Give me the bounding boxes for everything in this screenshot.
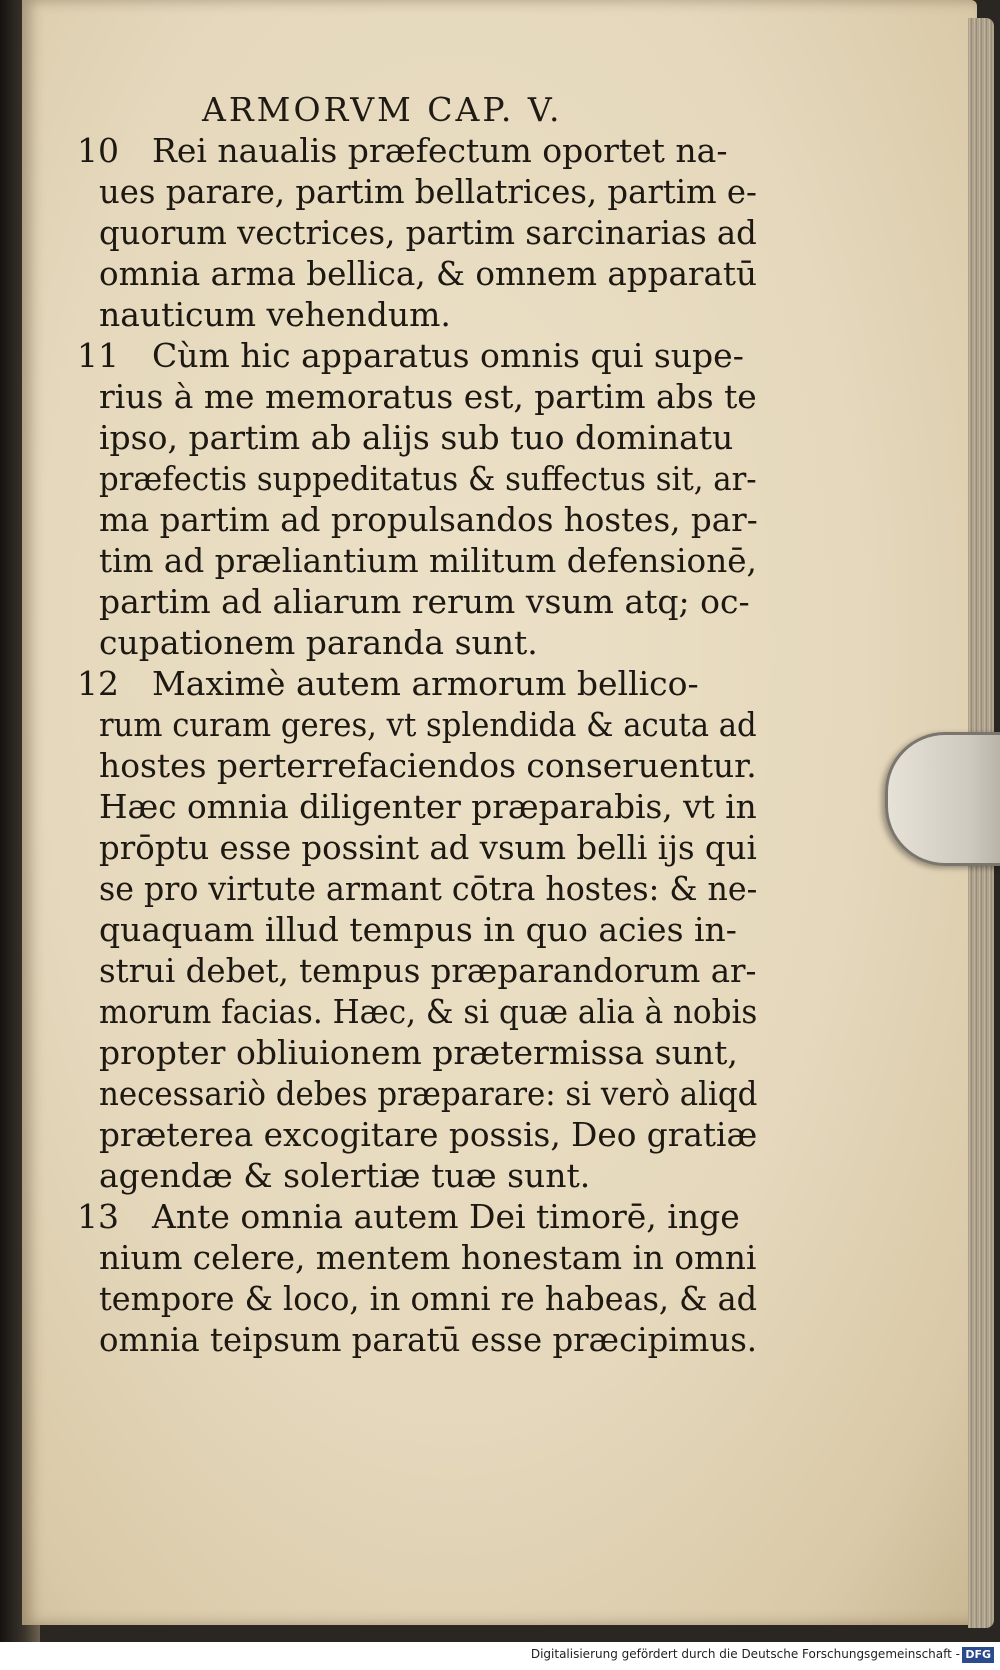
paragraph-number: 12 xyxy=(77,664,119,703)
text-line xyxy=(77,417,797,458)
text-line xyxy=(77,1155,797,1196)
text-line xyxy=(77,868,797,909)
line-text: præterea excogitare possis, Deo gratiæ xyxy=(99,1115,758,1154)
line-text: tempore & loco, in omni re habeas, & ad xyxy=(99,1279,758,1318)
paragraph-number: 11 xyxy=(77,336,119,375)
text-line xyxy=(77,1114,797,1155)
text-line xyxy=(77,1237,797,1278)
text-line xyxy=(77,1196,797,1237)
line-text: Cùm hic apparatus omnis qui supe- xyxy=(152,336,744,375)
text-line xyxy=(77,171,797,212)
text-line xyxy=(77,499,797,540)
text-line xyxy=(77,827,797,868)
line-text: se pro virtute armant cōtra hostes: & ne- xyxy=(99,869,758,908)
text-line xyxy=(77,294,797,335)
dfg-logo: DFG xyxy=(962,1647,994,1663)
line-text: strui debet, tempus præparandorum ar- xyxy=(99,951,757,990)
line-text: ma partim ad propulsandos hostes, par- xyxy=(99,500,758,539)
line-text: omnia arma bellica, & omnem apparatū xyxy=(99,254,757,293)
text-line xyxy=(77,745,797,786)
line-text: quorum vectrices, partim sarcinarias ad xyxy=(99,213,757,252)
text-line xyxy=(77,130,797,171)
line-text: tim ad præliantium militum defensionē, xyxy=(99,541,757,580)
line-text: prōptu esse possint ad vsum belli ijs qui xyxy=(99,828,757,867)
line-text: ipso, partim ab alijs sub tuo dominatu xyxy=(99,418,734,457)
book-clasp xyxy=(885,732,1000,866)
text-line xyxy=(77,786,797,827)
line-text: omnia teipsum paratū esse præcipimus. xyxy=(99,1320,758,1359)
text-line xyxy=(77,1032,797,1073)
text-line xyxy=(77,663,797,704)
text-line xyxy=(77,1319,797,1360)
line-text: Maximè autem armorum bellico- xyxy=(152,664,699,703)
text-line xyxy=(77,1278,797,1319)
text-line xyxy=(77,376,797,417)
text-line xyxy=(77,909,797,950)
running-head: ARMORVM CAP. V. xyxy=(202,90,563,129)
line-text: morum facias. Hæc, & si quæ alia à nobis xyxy=(99,992,758,1031)
text-line xyxy=(77,950,797,991)
line-text: Ante omnia autem Dei timorē, inge xyxy=(152,1197,740,1236)
text-line xyxy=(77,540,797,581)
text-line xyxy=(77,253,797,294)
footer-credit: Digitalisierung gefördert durch die Deutsche Forschungsgemeinschaft - xyxy=(530,1647,960,1661)
text-line xyxy=(77,704,797,745)
text-line xyxy=(77,458,797,499)
line-text: agendæ & solertiæ tuæ sunt. xyxy=(99,1156,591,1195)
text-line xyxy=(77,1073,797,1114)
text-line xyxy=(77,212,797,253)
text-line xyxy=(77,991,797,1032)
line-text: quaquam illud tempus in quo acies in- xyxy=(99,910,737,949)
paragraph-number: 13 xyxy=(77,1197,119,1236)
text-block xyxy=(77,130,797,1360)
text-line xyxy=(77,335,797,376)
line-text: necessariò debes præparare: si verò aliqd xyxy=(99,1074,758,1113)
line-text: ues parare, partim bellatrices, partim e- xyxy=(99,172,757,211)
line-text: hostes perterrefaciendos conseruentur. xyxy=(99,746,757,785)
line-text: præfectis suppeditatus & suffectus sit, ar- xyxy=(99,459,757,498)
line-text: nauticum vehendum. xyxy=(99,295,451,334)
paragraph-number: 10 xyxy=(77,131,119,170)
line-text: propter obliuionem prætermissa sunt, xyxy=(99,1033,738,1072)
line-text: rum curam geres, vt splendida & acuta ad xyxy=(99,705,757,744)
text-line xyxy=(77,622,797,663)
line-text: rius à me memoratus est, partim abs te xyxy=(99,377,757,416)
book-page xyxy=(22,0,977,1625)
footer-bar xyxy=(0,1642,1000,1670)
line-text: cupationem paranda sunt. xyxy=(99,623,538,662)
text-line xyxy=(77,581,797,622)
line-text: partim ad aliarum rerum vsum atq; oc- xyxy=(99,582,750,621)
line-text: nium celere, mentem honestam in omni xyxy=(99,1238,757,1277)
line-text: Rei naualis præfectum oportet na- xyxy=(152,131,728,170)
line-text: Hæc omnia diligenter præparabis, vt in xyxy=(99,787,757,826)
